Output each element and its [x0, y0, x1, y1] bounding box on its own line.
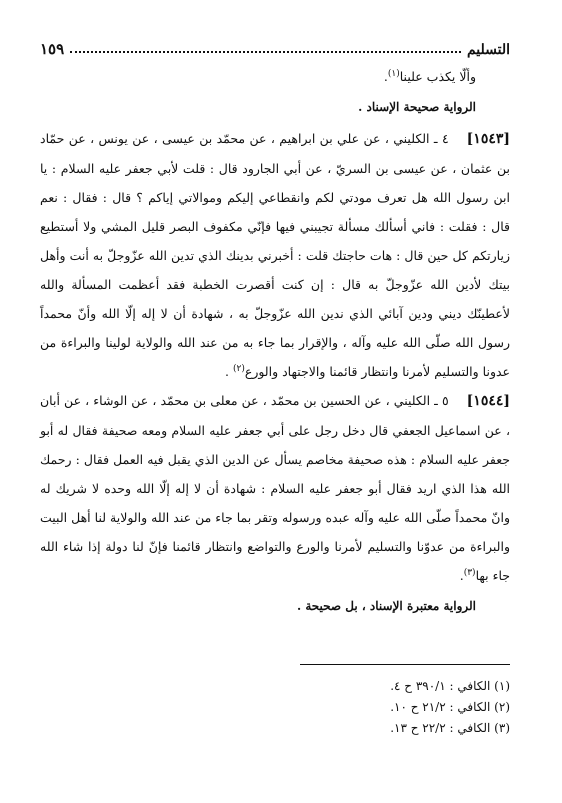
hadith-end-1543: . — [225, 364, 233, 379]
footnotes — [300, 676, 510, 739]
hadith-1543 — [40, 124, 510, 386]
hadith-footnote-ref-1543: (٢) — [232, 363, 245, 374]
isnad-note-2: الرواية معتبرة الإسناد ، بل صحيحة . — [296, 599, 476, 613]
hadith-number-1544: [١٥٤٤] — [466, 393, 510, 409]
intro-line — [40, 62, 510, 91]
hadith-text-1543: ٤ ـ الكليني ، عن علي بن ابراهيم ، عن محمّد بن عيسى ، عن يونس ، عن حمّاد بن عثمان ، عن عيسى بن السريّ ، عن أبي الجارود قال : قلت لأبي جعفر عليه السلام : يا ابن رسول الله هل تعرف مودتي لكم وانقطاعي إليكم وموالاتي إياكم ؟ قال : فقال : نعم قال : فقلت : فاني أسألك مسألة تجيبني فيها فإنّي مكفوف البصر قليل المشي ولا أستطيع زيارتكم كل حين قال : هات حاجتك قلت : أخبرني بدينك الذي تدين الله عزّوجلّ به أنت وأهل بيتك لأدين الله عزّوجلّ به قال : إن كنت أقصرت الخطبة فقد أعظمت المسألة والله لأعطينّك ديني ودين آبائي الذي ندين الله عزّوجلّ به ، شهادة أن لا إله إلّا الله وأنّ محمداً رسول الله صلّى الله عليه وآله ، والإقرار بما جاء به من عند الله والولاية لولينا والبراءة من عدونا والتسليم لأمرنا وانتظار قائمنا والاجتهاد والورع — [40, 131, 510, 379]
page-header — [40, 30, 510, 58]
hadith-footnote-ref-1544: (٣) — [463, 567, 476, 578]
intro-text: وألّا يكذب علينا — [399, 69, 476, 84]
hadith-end-1544: . — [459, 568, 464, 583]
intro-footnote-ref: (١) — [387, 68, 400, 79]
hadith-number-1543: [١٥٤٣] — [466, 131, 510, 147]
isnad-note-1: الرواية صحيحة الإسناد . — [358, 100, 476, 114]
header-title: التسليم — [466, 42, 510, 58]
footnote-item: (٣) الكافي : ٢٢/٢ ح ١٣. — [390, 721, 510, 735]
page-number: ١٥٩ — [40, 40, 65, 58]
hadith-1544 — [40, 386, 510, 590]
hadith-text-1544: ٥ ـ الكليني ، عن الحسين بن محمّد ، عن معلى بن محمّد ، عن الوشاء ، عن أبان ، عن اسماعيل الجعفي قال دخل رجل على أبي جعفر عليه السلام ومعه صحيفة فقال له أبو جعفر عليه السلام : هذه صحيفة مخاصم يسأل عن الدين الذي يقبل فيه العمل فقال : رحمك الله هذا الذي اريد فقال أبو جعفر عليه السلام : شهادة أن لا إله إلّا الله وحده لا شريك له وانّ محمداً صلّى الله عليه وآله عبده ورسوله وتقر بما جاء من عند الله والولاية لنا أهل البيت والبراءة من عدوّنا والتسليم لأمرنا والورع والتواضع وانتظار قائمنا فإنّ لنا دولة إذا شاء الله جاء بها — [40, 393, 510, 583]
footnote-item: (١) الكافي : ٣٩٠/١ ح ٤. — [390, 679, 510, 693]
footnote-separator — [300, 664, 510, 665]
intro-period: . — [383, 69, 388, 84]
header-dots-divider — [70, 51, 461, 53]
footnote-item: (٢) الكافي : ٢١/٢ ح ١٠. — [390, 700, 510, 714]
page-body — [40, 62, 510, 623]
